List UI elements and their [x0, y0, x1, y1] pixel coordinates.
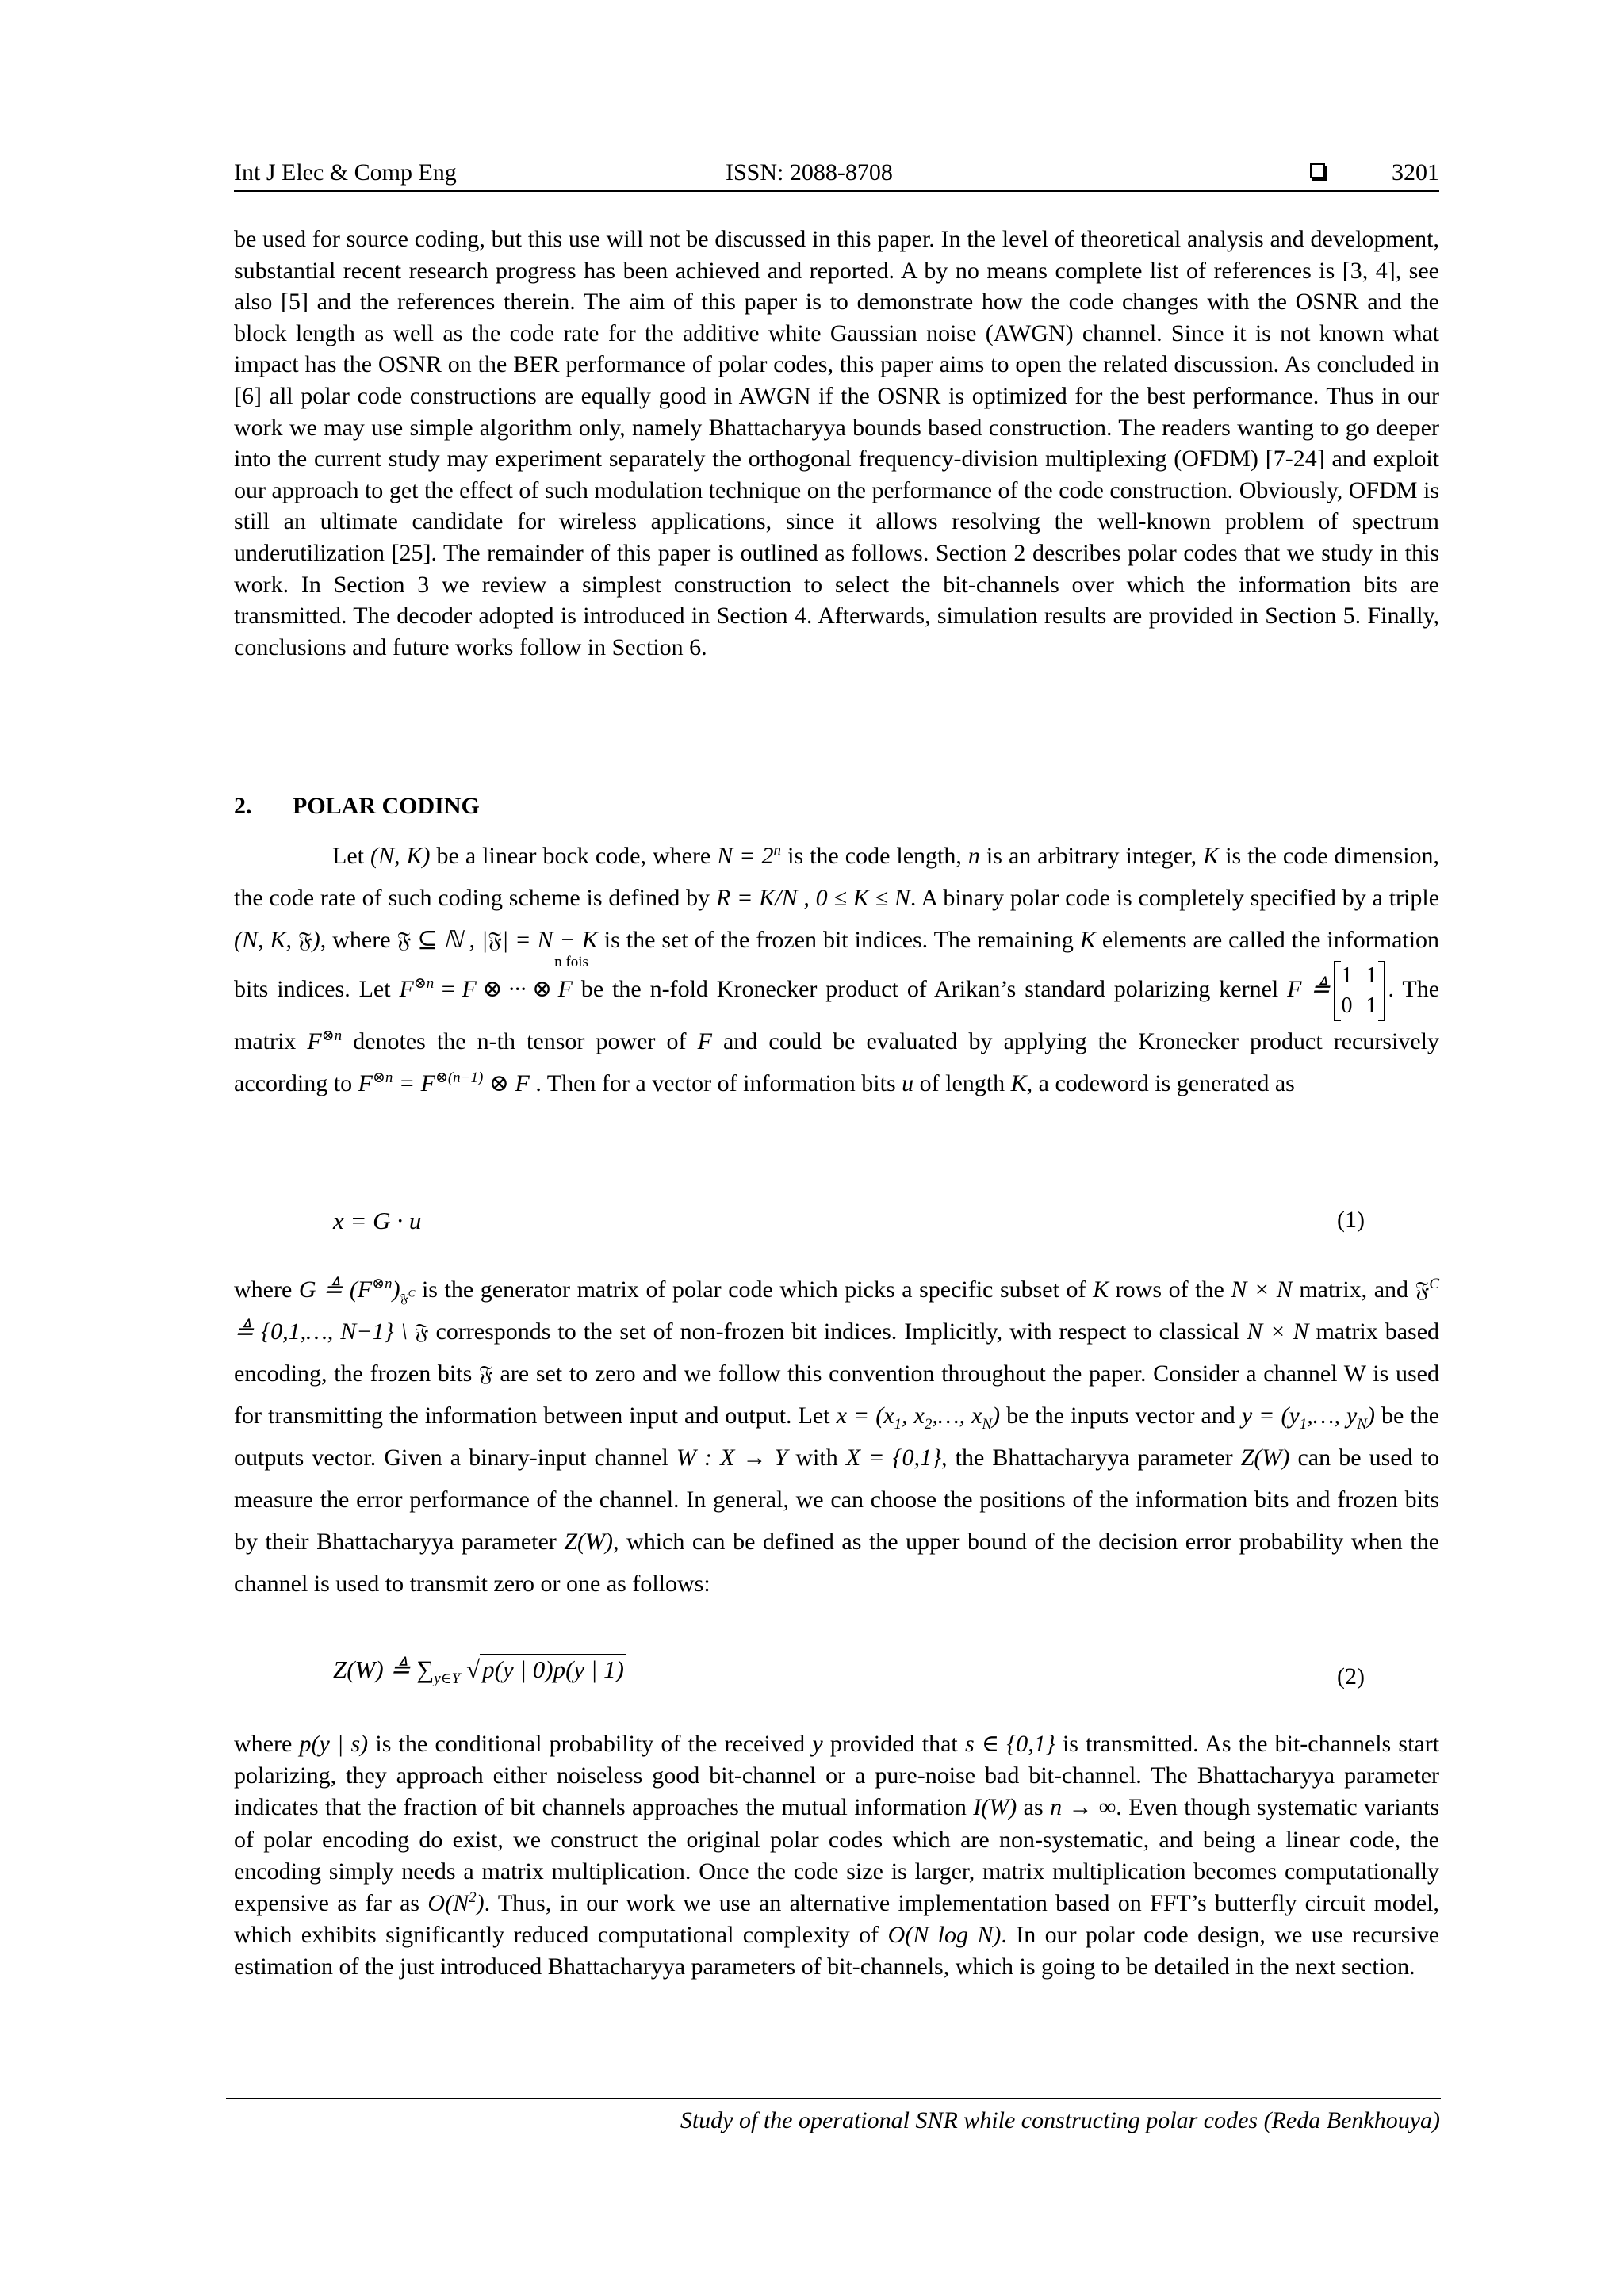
math: $F^{\otimes n} = F^{\otimes(n-1)}$ ⊗ F	[358, 1070, 530, 1097]
math: 𝔉	[479, 1360, 493, 1387]
math: (N, K, 𝔉)	[234, 926, 320, 953]
math: $N = 2^n$	[717, 842, 782, 869]
math: I(W)	[973, 1794, 1017, 1821]
intro-paragraph: be used for source coding, but this use will not be discussed in this paper. In the level of theoretical analysis and development, substantial recent research progress has been achieved and reported. A by no means complete list of references is [3, 4], see also [5] and the references therein. The aim of this paper is to demonstrate how the code changes with the OSNR and the block length as well as the code rate for the additive white Gaussian noise (AWGN) channel. Since it is not known what impact has the OSNR on the BER performance of polar codes, this paper aims to open the related discussion. As concluded in [6] all polar code constructions are equally good in AWGN if the OSNR is optimized for the best performance. Thus in our work we may use simple algorithm only, namely Bhattacharyya bounds based construction. The readers wanting to go deeper into the current study may experiment separately the orthogonal frequency-division multiplexing (OFDM) [7-24] and exploit our approach to get the effect of such modulation technique on the performance of the code construction. Obviously, OFDM is still an ultimate candidate for wireless applications, since it allows resolving the well-known problem of spectrum underutilization [25]. The remainder of this paper is outlined as follows. Section 2 describes polar codes that we study in this work. In Section 3 we review a simplest construction to select the bit-channels over which the information bits are transmitted. The decoder adopted is introduced in Section 4. Afterwards, simulation results are provided in Section 5. Finally, conclusions and future works follow in Section 6.	[234, 226, 1439, 660]
math: n	[967, 843, 980, 869]
math: $x = (x_1$, $x_2,\dots$, $x_N$)	[836, 1402, 1001, 1433]
math: N × N	[1247, 1318, 1309, 1345]
math: K	[1079, 926, 1096, 953]
section-number: 2.	[234, 793, 252, 819]
equation-2-number: (2)	[1337, 1663, 1365, 1689]
math: p(y | s)	[299, 1731, 369, 1757]
math: y	[812, 1731, 823, 1757]
equation-1: x = G · u	[333, 1207, 422, 1234]
math: (N, K)	[370, 843, 431, 869]
math: 𝔉 ⊆ ℕ , |𝔉| = N − K	[396, 926, 598, 953]
equation-2: Z(W) ≜ $\sum_{y\in Y}$ √p(y | 0)p(y | 1)	[333, 1655, 626, 1684]
math: $F^{\otimes n} = F$ ⊗ ··· ⊗ F n fois	[400, 969, 573, 1011]
section-heading	[234, 793, 480, 820]
generator-paragraph: where G ≜ $(F^{\otimes n})_{𝔉^C}$ is the generator matrix of polar code which picks a specific subset of K rows of the N × N matrix, and 𝔉$^C$ ≜ {0,1,…, N−1} \ 𝔉 corresponds to the set of non-frozen bit indices. Implicitly, with respect to classical N × N matrix based encoding, the frozen bits 𝔉 are set to zero and we follow this convention throughout the paper. Consider a channel W is used for transmitting the information between input and output. Let $x = (x_1$, $x_2,\dots$, $x_N$) be the inputs vector and $y = (y_1,\dots$, $y_N$) be the outputs vector. Given a binary-input channel W : X → Y with X = {0,1}, the Bhattacharyya parameter Z(W) can be used to measure the error performance of the channel. In general, we can choose the positions of the information bits and frozen bits by their Bhattacharyya parameter Z(W), which can be defined as the upper bound of the decision error probability when the channel is used to transmit zero or one as follows:	[234, 1276, 1440, 1597]
math: R = K/N , 0 ≤ K ≤ N	[715, 884, 910, 911]
polarization-paragraph: where p(y | s) is the conditional probability of the received y provided that s ∈ {0,1} is transmitted. As the bit-channels start polarizing, they approach either noiseless good bit-channel or a pure-noise bad bit-channel. The Bhattacharyya parameter indicates that the fraction of bit channels approaches the mutual information I(W) as n → ∞. Even though systematic variants of polar encoding do exist, we construct the original polar codes which are non-systematic, and being a linear code, the encoding simply needs a matrix multiplication. Once the code size is larger, matrix multiplication becomes computationally expensive as far as $O(N^2)$. Thus, in our work we use an alternative implementation based on FFT’s butterfly circuit model, which exhibits significantly reduced computational complexity of O(N log N). In our polar code design, we use recursive estimation of the just introduced Bhattacharyya parameters of bit-channels, which is going to be detailed in the next section.	[234, 1731, 1440, 1980]
math: K	[1093, 1276, 1109, 1303]
math: 𝔉$^C$ ≜ {0,1,…, N−1} \ 𝔉	[234, 1276, 1440, 1345]
math: F ≜	[1287, 976, 1331, 1003]
math: K	[1203, 843, 1220, 869]
kernel-matrix: 1 1 0 1	[1334, 961, 1385, 1021]
page-number: 3201	[1392, 159, 1439, 186]
math: W : X → Y	[676, 1445, 788, 1471]
math: Z(W)	[1240, 1445, 1290, 1471]
issn: ISSN: 2088-8708	[726, 159, 893, 186]
running-footer: Study of the operational SNR while constructing polar codes (Reda Benkhouya)	[680, 2107, 1440, 2133]
math: Z(W)	[564, 1529, 613, 1555]
journal-name: Int J Elec & Comp Eng	[234, 159, 457, 186]
math: X = {0,1}	[845, 1445, 942, 1471]
square-icon	[1310, 163, 1325, 178]
equation-1-number: (1)	[1337, 1207, 1365, 1233]
math: n → ∞	[1050, 1794, 1116, 1821]
footer-rule	[226, 2098, 1441, 2099]
running-header	[234, 157, 1439, 192]
math: s ∈ {0,1}	[964, 1731, 1055, 1757]
math: $O(N^2)$	[427, 1889, 485, 1917]
math: u	[902, 1070, 914, 1097]
polar-coding-paragraph: Let (N, K) be a linear bock code, where $N = 2^n$ is the code length, n is an arbitrary integer, K is the code dimension, the code rate of such coding scheme is defined by R = K/N , 0 ≤ K ≤ N. A binary polar code is completely specified by a triple (N, K, 𝔉), where 𝔉 ⊆ ℕ , |𝔉| = N − K is the set of the frozen bit indices. The remaining K elements are called the information bits indices. Let $F^{\otimes n} = F$ ⊗ ··· ⊗ F n fois be the n-fold Kronecker product of Arikan’s standard polarizing kernel F ≜ 1 1 0 1 . The matrix $F^{\otimes n}$ denotes the n-th tensor power of F and could be evaluated by applying the Kronecker product recursively according to $F^{\otimes n} = F^{\otimes(n-1)}$ ⊗ F . Then for a vector of information bits u of length K, a codeword is generated as	[234, 842, 1440, 1097]
math: O(N log N)	[887, 1922, 1002, 1949]
math: G ≜ $(F^{\otimes n})_{𝔉^C}$	[298, 1276, 416, 1306]
math: $y = (y_1,\dots$, $y_N$)	[1241, 1402, 1375, 1433]
math: $F^{\otimes n}$	[307, 1027, 343, 1055]
math: N × N	[1231, 1276, 1293, 1303]
math: K	[1010, 1070, 1027, 1097]
math: F	[697, 1028, 712, 1055]
header-rule	[234, 190, 1439, 192]
section-title: POLAR CODING	[293, 793, 480, 819]
n-fold-label: n fois	[554, 954, 588, 971]
